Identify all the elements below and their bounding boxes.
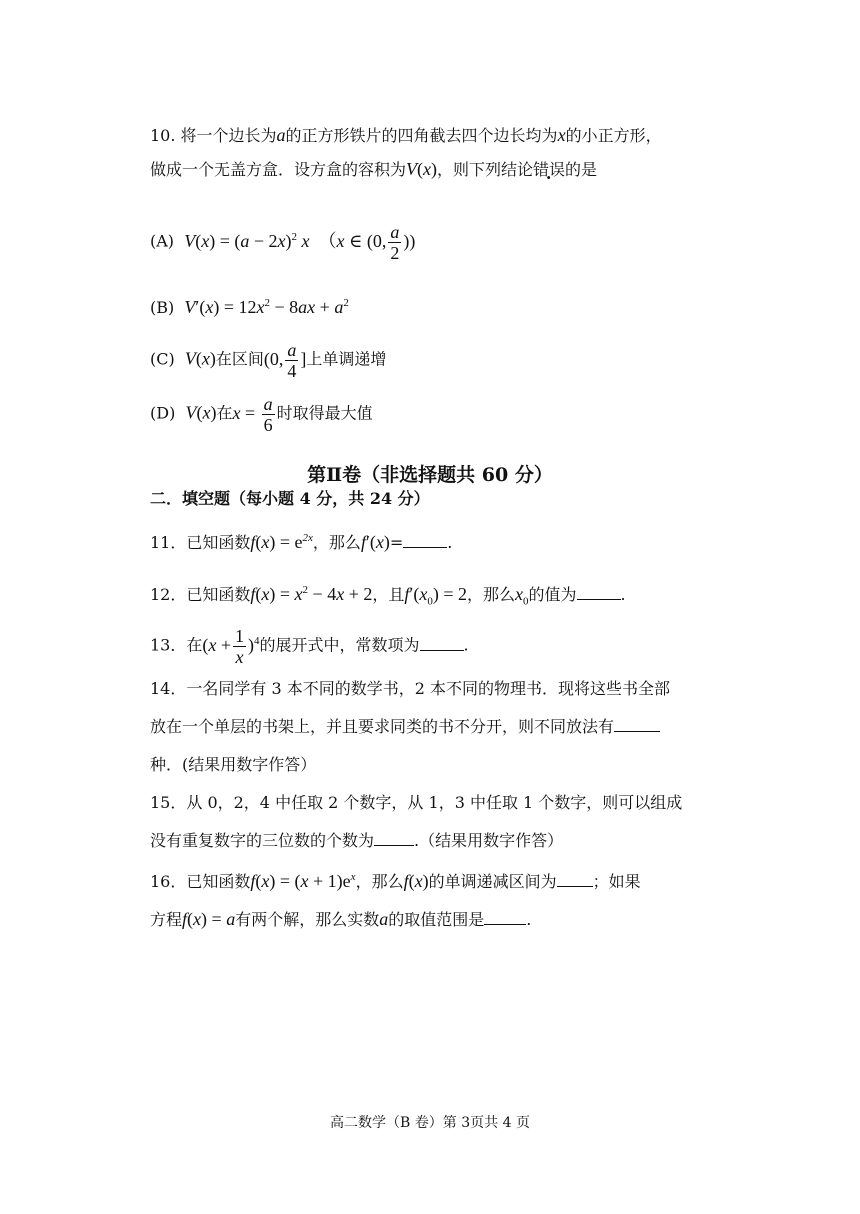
q14-line2: 放在一个单层的书架上，并且要求同类的书不分开，则不同放法有	[150, 716, 660, 738]
answer-blank[interactable]	[420, 650, 464, 651]
q10-option-b: (B) $V'(x) = 12x^2 - 8ax + a^2$	[150, 297, 349, 317]
math-q11-fp: f′(x)	[360, 532, 390, 552]
page-footer: 高二数学（B 卷）第 3页共 4 页	[330, 1115, 530, 1131]
math-x-eq: x = $\frac{a}{6}$	[232, 394, 273, 435]
math-a: a	[276, 125, 286, 145]
math-vx: V(x)	[406, 159, 438, 179]
q13: 13．在(x + $\frac{1}{x}$ )$^4$的展开式中，常数项为 .	[150, 626, 469, 667]
math-q11-f: $f(x) = e^{2x}$	[250, 532, 313, 552]
math-q12-f: $f(x) = x^2 - 4x + 2$	[250, 584, 373, 604]
emphasis-cuowu: 错误	[533, 160, 566, 179]
answer-blank[interactable]	[374, 845, 414, 846]
answer-blank[interactable]	[403, 547, 447, 548]
section-title: 二．填空题（每小题 4 分，共 24 分）	[150, 489, 430, 508]
math-a-q16: a	[379, 909, 389, 929]
math-q12-fp: $f'(x_0) = 2$	[404, 584, 467, 608]
answer-blank[interactable]	[557, 886, 593, 887]
answer-blank[interactable]	[614, 731, 660, 732]
math-interval: (0, $\frac{a}{4}$ ]	[263, 340, 307, 381]
q10-option-d: (D) V(x)在x = $\frac{a}{6}$ 时取得最大值	[150, 394, 373, 435]
q14-line1: 14．一名同学有 3 本不同的数学书，2 本不同的物理书．现将这些书全部	[150, 679, 670, 698]
math-x0: $x_0$	[515, 584, 529, 608]
q10-line1: 10. 将一个边长为a的正方形铁片的四角截去四个边长均为x的小正方形，	[150, 125, 662, 145]
math-vx-d: V(x)	[185, 402, 217, 423]
q11: 11．已知函数$f(x) = e^{2x}$，那么f′(x)= .	[150, 532, 453, 552]
q15-line2: 没有重复数字的三位数的个数为 .（结果用数字作答）	[150, 831, 564, 850]
math-x: x	[557, 125, 566, 145]
math-q16-fx: f(x)	[403, 871, 429, 891]
math-option-a: $V(x) = (a - 2x)^2$ x （x ∈ (0, $\frac{a}{2}$ ))	[184, 222, 416, 263]
part2-heading: 第Ⅱ卷（非选择题共 60 分）	[307, 464, 553, 486]
math-option-b: $V'(x) = 12x^2 - 8ax + a^2$	[184, 297, 349, 317]
q16-line1: 16．已知函数$f(x) = (x + 1)e^x$，那么f(x)的单调递减区间为 ；如果	[150, 871, 641, 891]
math-q13-expr: (x + $\frac{1}{x}$ )$^4$	[202, 626, 260, 667]
q10-option-c: (C) V(x)在区间(0, $\frac{a}{4}$ ]上单调递增	[150, 340, 387, 381]
q10-option-a: (A) $V(x) = (a - 2x)^2$ x （x ∈ (0, $\frac{a}{2}$ ))	[150, 222, 416, 263]
q12: 12．已知函数$f(x) = x^2 - 4x + 2$，且$f'(x_0) = 2$，那么$x_0$的值为 .	[150, 584, 626, 608]
answer-blank[interactable]	[484, 924, 526, 925]
q14-line3: 种．(结果用数字作答）	[150, 755, 317, 774]
math-vx-c: V(x)	[184, 348, 216, 369]
q15-line1: 15．从 0，2，4 中任取 2 个数字，从 1，3 中任取 1 个数字，则可以组成	[150, 793, 683, 812]
q16-line2: 方程f(x) = a有两个解，那么实数a的取值范围是 .	[150, 909, 532, 929]
answer-blank[interactable]	[577, 599, 621, 600]
math-q16-f: $f(x) = (x + 1)e^x$	[250, 871, 356, 891]
q10-line2: 做成一个无盖方盒．设方盒的容积为V(x)，则下列结论错误的是	[150, 159, 598, 179]
math-q16-eq: f(x) = a	[182, 909, 236, 929]
